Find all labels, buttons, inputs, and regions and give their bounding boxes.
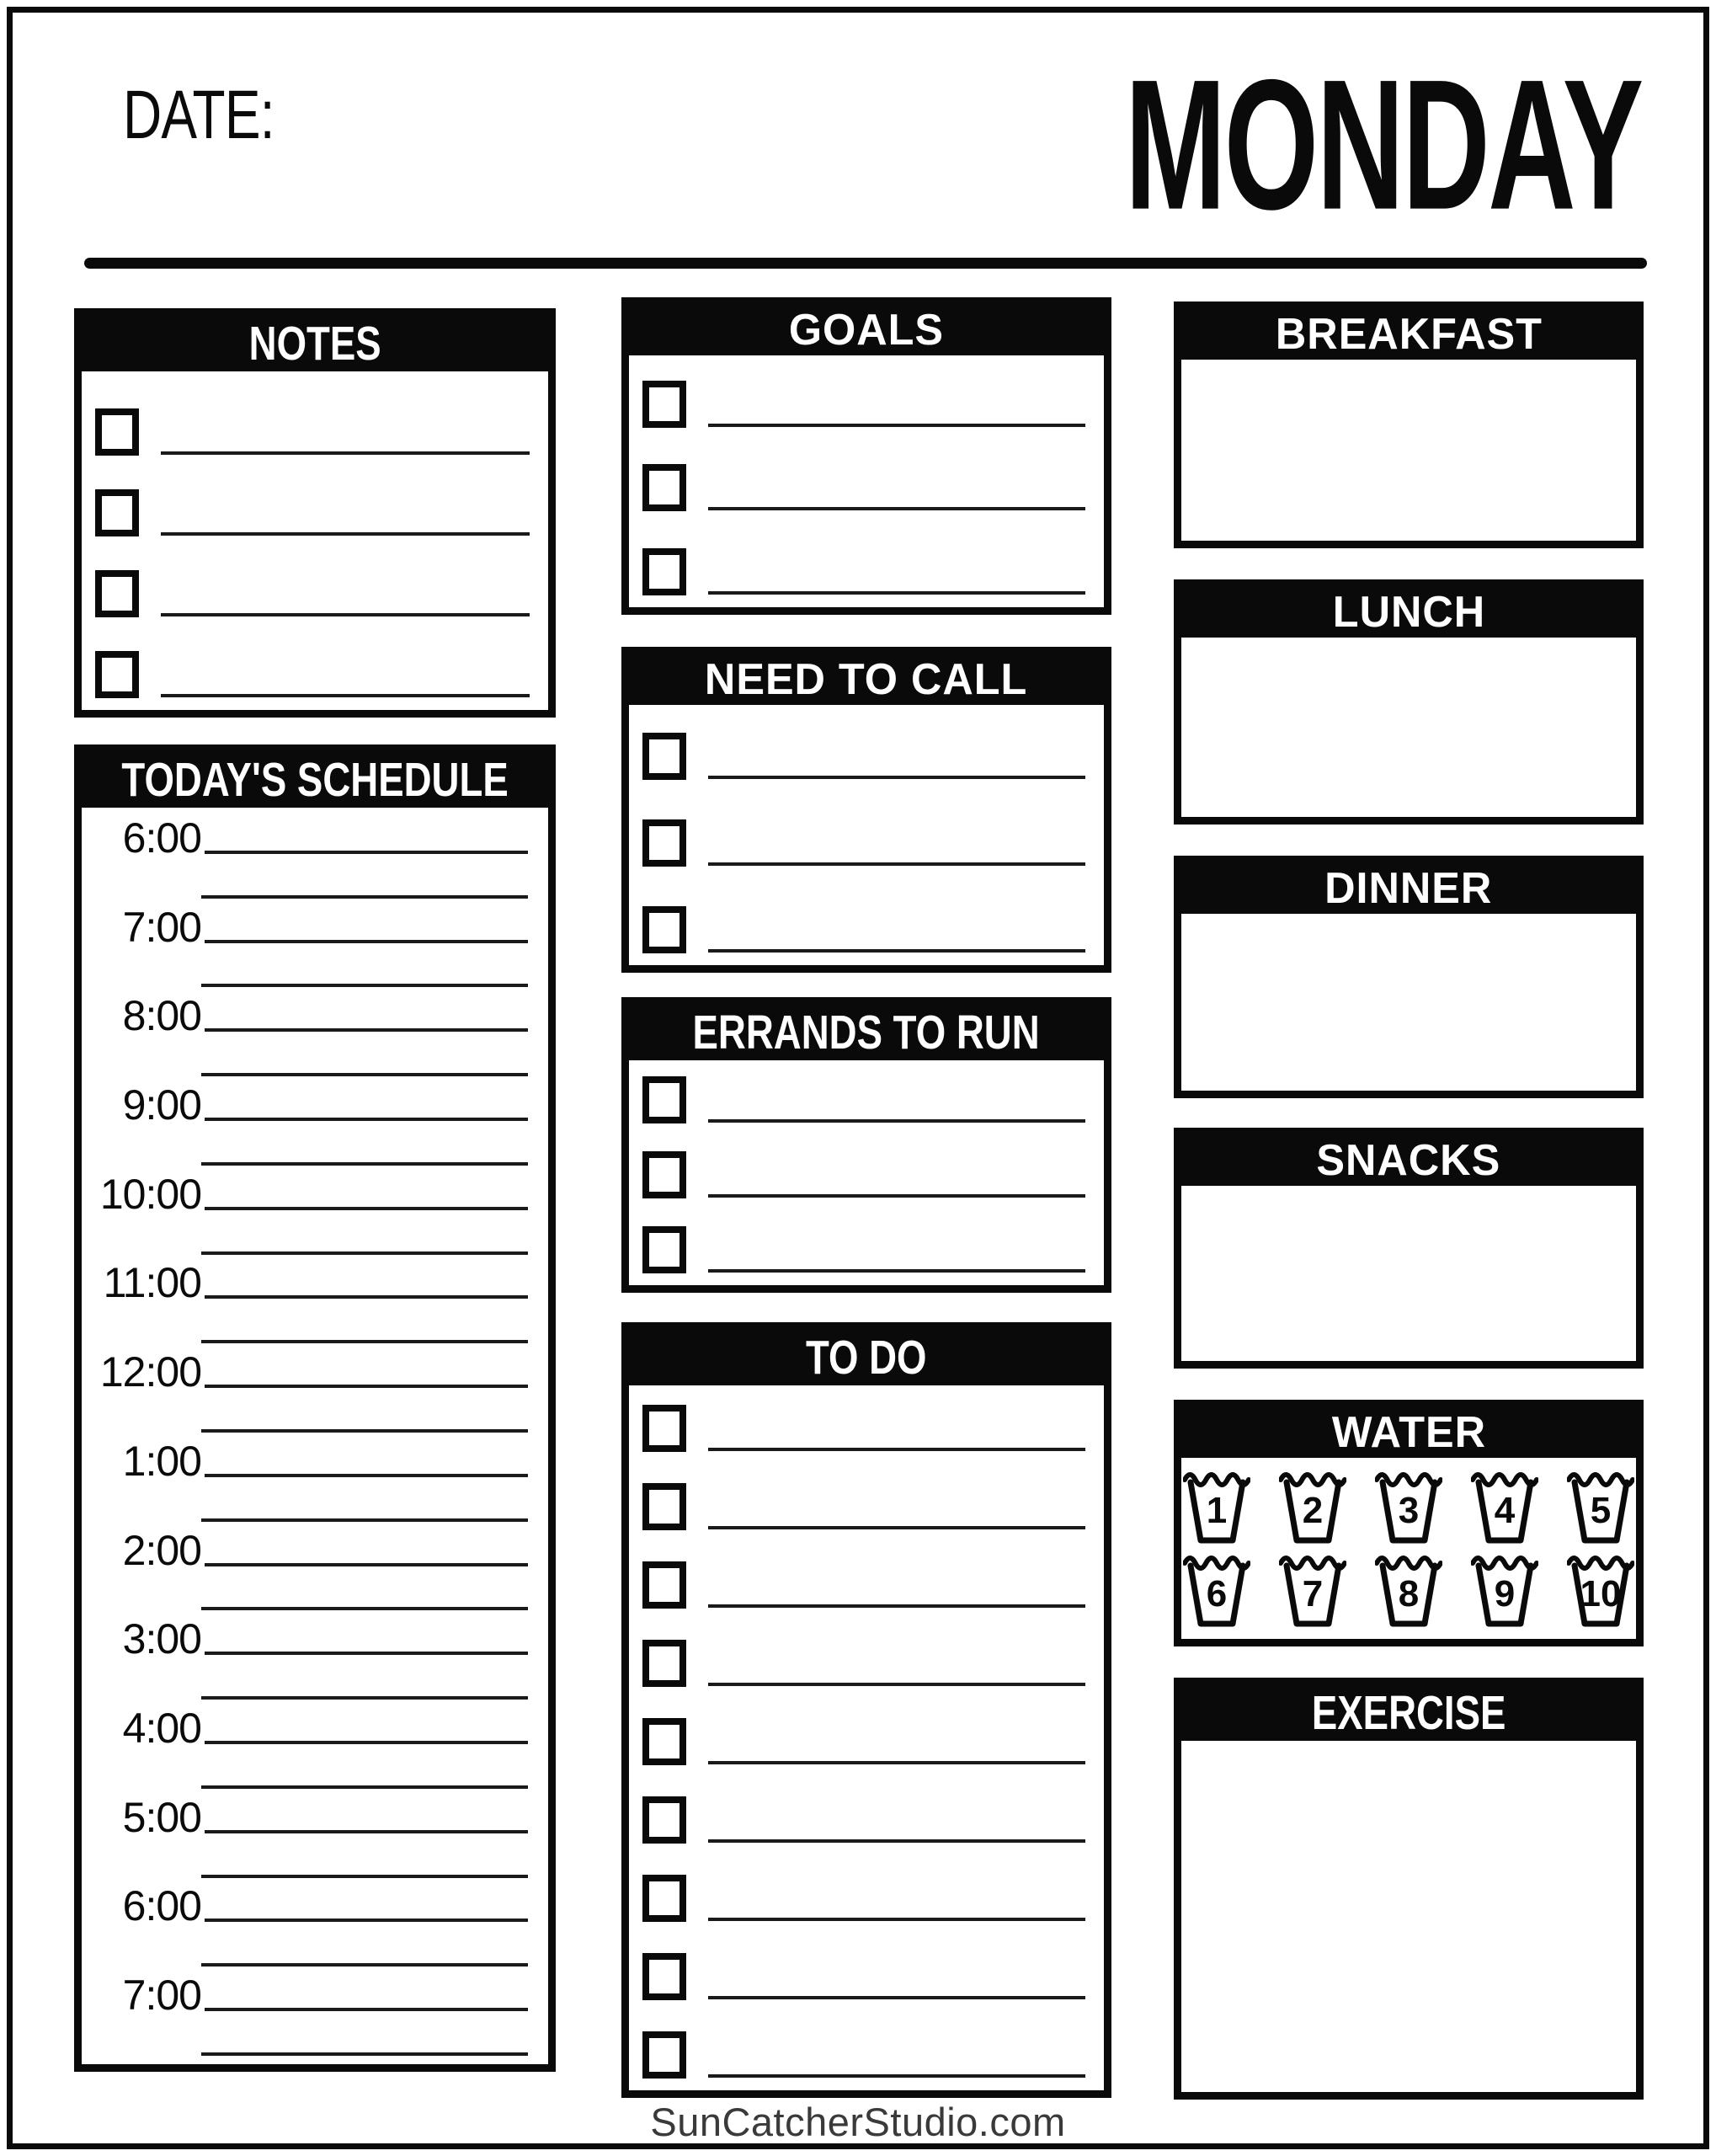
water-cup-row xyxy=(1183,1468,1634,1545)
checkbox-icon[interactable] xyxy=(642,1226,686,1273)
write-in-line[interactable] xyxy=(708,1604,1085,1608)
schedule-half-hour-row xyxy=(82,854,548,899)
need-to-call-body xyxy=(629,705,1104,965)
write-in-line[interactable] xyxy=(708,1918,1085,1921)
water-cup-icon[interactable] xyxy=(1567,1551,1634,1629)
schedule-half-hour-row xyxy=(82,1833,548,1878)
todo-section xyxy=(621,1322,1111,2098)
todo-row xyxy=(629,2012,1104,2090)
time-label: 9:00 xyxy=(122,1081,201,1129)
checkbox-icon[interactable] xyxy=(95,570,139,617)
svg-text:7: 7 xyxy=(1302,1572,1324,1614)
water-cup-icon[interactable] xyxy=(1183,1551,1250,1629)
schedule-half-hour-row xyxy=(82,1299,548,1343)
water-title: WATER xyxy=(1331,1408,1486,1457)
need-to-call-title: NEED TO CALL xyxy=(705,655,1028,704)
schedule-hour-row xyxy=(82,1522,548,1574)
goals-body xyxy=(629,355,1104,607)
dinner-header xyxy=(1181,863,1636,914)
time-label: 7:00 xyxy=(122,903,201,951)
goals-title: GOALS xyxy=(788,306,945,355)
checkbox-icon[interactable] xyxy=(642,548,686,595)
time-label: 10:00 xyxy=(99,1170,201,1218)
checkbox-icon[interactable] xyxy=(642,1718,686,1765)
goals-section xyxy=(621,297,1111,615)
lunch-header xyxy=(1181,587,1636,638)
schedule-hour-row xyxy=(82,1967,548,2020)
exercise-title: EXERCISE xyxy=(1311,1686,1506,1740)
schedule-hour-group xyxy=(82,1789,548,1878)
write-in-line[interactable] xyxy=(708,1761,1085,1764)
checkbox-icon[interactable] xyxy=(95,489,139,536)
checkbox-icon[interactable] xyxy=(642,819,686,867)
dinner-write-in-area[interactable] xyxy=(1181,914,1636,1091)
schedule-hour-row xyxy=(82,1343,548,1396)
checkbox-icon[interactable] xyxy=(642,1875,686,1922)
time-label: 12:00 xyxy=(99,1348,201,1396)
schedule-hour-group xyxy=(82,987,548,1076)
write-in-line[interactable] xyxy=(708,1194,1085,1198)
schedule-hour-row xyxy=(82,1076,548,1129)
schedule-hour-row xyxy=(82,1789,548,1841)
schedule-hour-group xyxy=(82,1255,548,1344)
checkbox-icon[interactable] xyxy=(642,1151,686,1198)
svg-text:5: 5 xyxy=(1590,1490,1612,1532)
schedule-hour-row xyxy=(82,1700,548,1753)
write-in-line[interactable] xyxy=(161,613,530,616)
todo-row xyxy=(629,1699,1104,1777)
water-header xyxy=(1181,1407,1636,1458)
breakfast-write-in-area[interactable] xyxy=(1181,360,1636,541)
schedule-half-hour-row xyxy=(82,1744,548,1789)
checkbox-icon[interactable] xyxy=(642,1561,686,1609)
checkbox-icon[interactable] xyxy=(642,733,686,780)
write-in-line[interactable] xyxy=(708,949,1085,953)
notes-row xyxy=(82,548,548,629)
notes-row xyxy=(82,467,548,548)
write-in-line[interactable] xyxy=(161,451,530,455)
schedule-hour-group xyxy=(82,809,548,899)
need-to-call-row xyxy=(629,705,1104,792)
time-label: 8:00 xyxy=(122,992,201,1040)
date-label: DATE: xyxy=(123,77,274,153)
goals-row xyxy=(629,355,1104,440)
todo-row xyxy=(629,1620,1104,1699)
checkbox-icon[interactable] xyxy=(642,1405,686,1452)
errands-section xyxy=(621,997,1111,1293)
schedule-header xyxy=(82,752,548,808)
errands-row xyxy=(629,1135,1104,1210)
write-in-line[interactable] xyxy=(708,1119,1085,1123)
schedule-half-hour-row xyxy=(82,943,548,988)
water-cup-icon[interactable] xyxy=(1471,1551,1538,1629)
svg-text:3: 3 xyxy=(1398,1490,1420,1532)
notes-section xyxy=(74,308,556,718)
svg-text:9: 9 xyxy=(1494,1572,1516,1614)
lunch-write-in-area[interactable] xyxy=(1181,638,1636,817)
schedule-section xyxy=(74,744,556,2072)
breakfast-section xyxy=(1174,302,1644,548)
schedule-hour-row xyxy=(82,1255,548,1307)
snacks-write-in-area[interactable] xyxy=(1181,1186,1636,1361)
todo-row xyxy=(629,1385,1104,1464)
errands-row xyxy=(629,1060,1104,1135)
todo-title: TO DO xyxy=(806,1331,927,1385)
write-in-line[interactable] xyxy=(708,1269,1085,1273)
water-cup-icon[interactable] xyxy=(1471,1468,1538,1545)
time-label: 7:00 xyxy=(122,1972,201,2020)
checkbox-icon[interactable] xyxy=(642,381,686,428)
checkbox-icon[interactable] xyxy=(642,1796,686,1844)
notes-header xyxy=(82,316,548,371)
schedule-hour-group xyxy=(82,1610,548,1700)
dinner-section xyxy=(1174,856,1644,1098)
exercise-section xyxy=(1174,1678,1644,2100)
schedule-half-hour-row xyxy=(82,2011,548,2056)
lunch-section xyxy=(1174,579,1644,825)
need-to-call-section xyxy=(621,647,1111,973)
schedule-hour-row xyxy=(82,1878,548,1930)
notes-row xyxy=(82,629,548,710)
time-label: 6:00 xyxy=(122,814,201,862)
write-in-line[interactable] xyxy=(161,532,530,536)
errands-title: ERRANDS TO RUN xyxy=(692,1006,1041,1059)
write-in-line[interactable] xyxy=(708,2074,1085,2078)
snacks-section xyxy=(1174,1128,1644,1369)
checkbox-icon[interactable] xyxy=(642,464,686,511)
water-cup-icon[interactable] xyxy=(1279,1468,1346,1545)
schedule-half-hour-row xyxy=(82,1388,548,1433)
notes-row xyxy=(82,387,548,467)
goals-header xyxy=(629,305,1104,355)
time-label: 5:00 xyxy=(122,1793,201,1841)
exercise-write-in-area[interactable] xyxy=(1181,1741,1636,2092)
water-cup-icon[interactable] xyxy=(1567,1468,1634,1545)
write-in-line[interactable] xyxy=(708,424,1085,427)
water-cup-icon[interactable] xyxy=(1183,1468,1250,1545)
goals-row xyxy=(629,523,1104,607)
time-label: 4:00 xyxy=(122,1705,201,1753)
snacks-header xyxy=(1181,1135,1636,1186)
write-in-line[interactable] xyxy=(708,862,1085,866)
day-title: MONDAY xyxy=(1125,41,1642,248)
schedule-half-hour-row xyxy=(82,1032,548,1076)
lunch-title: LUNCH xyxy=(1332,588,1485,637)
dinner-title: DINNER xyxy=(1324,864,1493,913)
write-in-line[interactable] xyxy=(708,776,1085,779)
errands-row xyxy=(629,1210,1104,1285)
checkbox-icon[interactable] xyxy=(642,1640,686,1687)
schedule-half-hour-row xyxy=(82,1210,548,1255)
time-label: 2:00 xyxy=(122,1526,201,1574)
water-cup-icon[interactable] xyxy=(1375,1468,1442,1545)
svg-text:4: 4 xyxy=(1494,1490,1516,1532)
schedule-hour-group xyxy=(82,1343,548,1433)
schedule-hour-row xyxy=(82,809,548,862)
schedule-hour-row xyxy=(82,987,548,1040)
schedule-hour-group xyxy=(82,1967,548,2056)
schedule-hour-group xyxy=(82,1700,548,1789)
checkbox-icon[interactable] xyxy=(642,906,686,953)
schedule-hour-row xyxy=(82,899,548,951)
todo-body xyxy=(629,1385,1104,2090)
svg-text:1: 1 xyxy=(1206,1490,1228,1532)
schedule-hour-group xyxy=(82,1878,548,1967)
checkbox-icon[interactable] xyxy=(95,408,139,456)
todo-header xyxy=(629,1330,1104,1385)
schedule-half-hour-row xyxy=(82,1121,548,1166)
time-label: 6:00 xyxy=(122,1882,201,1930)
write-in-line[interactable] xyxy=(708,591,1085,595)
write-in-line[interactable] xyxy=(708,1448,1085,1451)
need-to-call-header xyxy=(629,654,1104,705)
header-divider-line xyxy=(84,258,1647,269)
todo-row xyxy=(629,1777,1104,1855)
schedule-half-hour-row xyxy=(82,1566,548,1611)
schedule-hour-group xyxy=(82,899,548,988)
todo-row xyxy=(629,1542,1104,1620)
notes-title: NOTES xyxy=(248,317,381,371)
water-section xyxy=(1174,1400,1644,1646)
svg-text:10: 10 xyxy=(1580,1572,1622,1614)
water-tracker xyxy=(1181,1458,1636,1639)
errands-header xyxy=(629,1005,1104,1060)
write-in-line[interactable] xyxy=(708,1526,1085,1529)
goals-row xyxy=(629,440,1104,524)
checkbox-icon[interactable] xyxy=(642,1483,686,1530)
svg-text:6: 6 xyxy=(1206,1572,1228,1614)
schedule-body xyxy=(82,808,548,2064)
checkbox-icon[interactable] xyxy=(642,1076,686,1123)
schedule-hour-group xyxy=(82,1076,548,1166)
time-label: 11:00 xyxy=(103,1259,201,1307)
exercise-header xyxy=(1181,1685,1636,1741)
schedule-title: TODAY'S SCHEDULE xyxy=(121,753,509,807)
notes-body xyxy=(82,371,548,710)
schedule-half-hour-row xyxy=(82,1922,548,1967)
write-in-line[interactable] xyxy=(708,507,1085,510)
schedule-half-hour-row xyxy=(82,1477,548,1522)
schedule-hour-group xyxy=(82,1522,548,1611)
checkbox-icon[interactable] xyxy=(642,2031,686,2079)
write-in-line[interactable] xyxy=(708,1996,1085,1999)
need-to-call-row xyxy=(629,792,1104,878)
snacks-title: SNACKS xyxy=(1316,1136,1501,1185)
water-cup-row xyxy=(1183,1551,1634,1629)
schedule-hour-row xyxy=(82,1433,548,1485)
checkbox-icon[interactable] xyxy=(95,651,139,698)
svg-text:2: 2 xyxy=(1302,1490,1324,1532)
water-cup-icon[interactable] xyxy=(1375,1551,1442,1629)
schedule-hour-group xyxy=(82,1166,548,1255)
schedule-hour-row xyxy=(82,1166,548,1218)
time-label: 3:00 xyxy=(122,1615,201,1663)
write-in-line[interactable] xyxy=(708,1839,1085,1843)
errands-body xyxy=(629,1060,1104,1285)
schedule-half-hour-row xyxy=(82,1655,548,1700)
need-to-call-row xyxy=(629,878,1104,965)
write-in-line[interactable] xyxy=(708,1683,1085,1686)
schedule-write-in-line[interactable] xyxy=(201,2052,528,2056)
breakfast-header xyxy=(1181,309,1636,360)
time-label: 1:00 xyxy=(122,1437,201,1485)
water-cup-icon[interactable] xyxy=(1279,1551,1346,1629)
breakfast-title: BREAKFAST xyxy=(1275,310,1543,359)
schedule-hour-group xyxy=(82,1433,548,1522)
checkbox-icon[interactable] xyxy=(642,1953,686,2000)
schedule-hour-row xyxy=(82,1610,548,1663)
footer-credit: SunCatcherStudio.com xyxy=(650,2100,1066,2144)
todo-row xyxy=(629,1855,1104,1934)
svg-text:8: 8 xyxy=(1398,1572,1420,1614)
todo-row xyxy=(629,1464,1104,1542)
todo-row xyxy=(629,1934,1104,2012)
write-in-line[interactable] xyxy=(161,694,530,697)
